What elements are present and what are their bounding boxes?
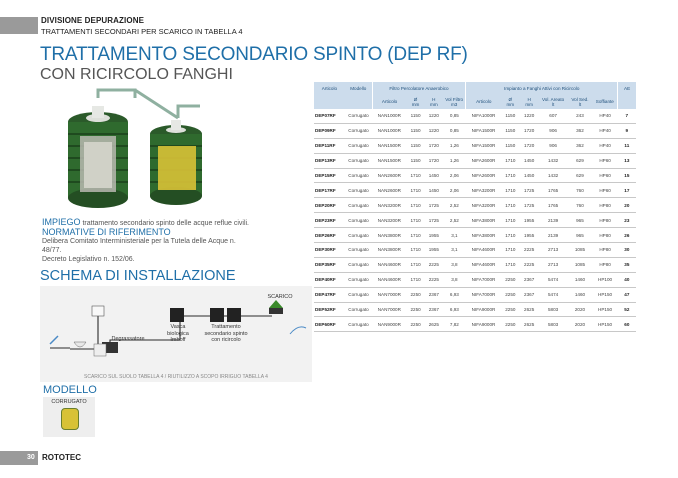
cell: Corrugato <box>345 109 372 123</box>
cell: Corrugato <box>345 257 372 272</box>
cell: 2020 <box>567 302 592 317</box>
cell: 2250 <box>501 287 519 302</box>
degrassatore-label: Degrassatore <box>111 336 145 342</box>
brand-name: ROTOTEC <box>42 453 81 462</box>
table-group-header-row <box>314 82 636 95</box>
cell: NIFA3800R <box>466 228 501 243</box>
cell: 1710 <box>406 272 424 287</box>
cell: 1432 <box>539 168 568 183</box>
cell: 362 <box>567 138 592 153</box>
cell: HP150 <box>593 287 618 302</box>
cell-articolo: DEP26RF <box>314 228 345 243</box>
cell: HP40 <box>593 123 618 138</box>
sub-header-cell: Vol. Areato lt <box>539 95 568 109</box>
cell: Corrugato <box>345 138 372 153</box>
cell-ae: 7 <box>618 109 636 123</box>
empty-header-cell <box>314 95 345 109</box>
cell: 5474 <box>539 272 568 287</box>
cell-articolo: DEP09RF <box>314 123 345 138</box>
cell: Corrugato <box>345 198 372 213</box>
cell: 2367 <box>425 287 443 302</box>
col-header-modello: Modello <box>345 82 372 95</box>
cell: 2625 <box>519 302 538 317</box>
cell: NIFA3200R <box>466 183 501 198</box>
cell: 2250 <box>501 317 519 332</box>
modello-title: MODELLO <box>43 384 97 396</box>
cell: 1085 <box>567 243 592 258</box>
table-body <box>314 109 636 332</box>
normative-line: Decreto Legislativo n. 152/06. <box>42 256 135 263</box>
cell: 1710 <box>406 257 424 272</box>
cell: NIFA1000R <box>466 109 501 123</box>
cell: 1450 <box>519 168 538 183</box>
cell-ae: 20 <box>618 198 636 213</box>
cell: 2250 <box>501 272 519 287</box>
cell-articolo: DEP60RF <box>314 317 345 332</box>
cell: NIFA2600R <box>466 153 501 168</box>
cell: 1710 <box>406 243 424 258</box>
cell: 2020 <box>567 317 592 332</box>
cell: 3,1 <box>443 228 466 243</box>
cell: HP80 <box>593 228 618 243</box>
cell: 629 <box>567 168 592 183</box>
cell: 0,85 <box>443 123 466 138</box>
cell: 1955 <box>425 228 443 243</box>
cell-articolo: DEP30RF <box>314 243 345 258</box>
cell: 1725 <box>519 183 538 198</box>
cell-ae: 26 <box>618 228 636 243</box>
cell: HP80 <box>593 198 618 213</box>
table-row <box>314 243 636 258</box>
sub-header-cell: Articolo <box>466 95 501 109</box>
table-row <box>314 272 636 287</box>
cell: 1710 <box>501 198 519 213</box>
table-row <box>314 317 636 332</box>
cell-articolo: DEP20RF <box>314 198 345 213</box>
cell: Corrugato <box>345 317 372 332</box>
cell: NIFA9000R <box>466 302 501 317</box>
table-row <box>314 198 636 213</box>
cell: 1710 <box>406 198 424 213</box>
sub-header-cell: Ø mm <box>406 95 424 109</box>
cell: HP60 <box>593 168 618 183</box>
cell: NAN9000R <box>372 317 406 332</box>
cell: 2250 <box>501 302 519 317</box>
cell: 1150 <box>406 123 424 138</box>
table-row <box>314 183 636 198</box>
impiego-heading: IMPIEGO <box>42 217 81 227</box>
cell: 1460 <box>567 272 592 287</box>
cell: 2713 <box>539 257 568 272</box>
cell: 1150 <box>501 109 519 123</box>
cell: 2225 <box>519 243 538 258</box>
cell: 1955 <box>519 213 538 228</box>
cell: 1220 <box>425 123 443 138</box>
cell: HP80 <box>593 243 618 258</box>
cell: HP60 <box>593 153 618 168</box>
cell: 1710 <box>406 228 424 243</box>
cell: 2367 <box>425 302 443 317</box>
cell: HP150 <box>593 302 618 317</box>
cell: NIFA2600R <box>466 168 501 183</box>
cell: 1220 <box>425 109 443 123</box>
cell: NAN1000R <box>372 123 406 138</box>
table-row <box>314 257 636 272</box>
cell-ae: 23 <box>618 213 636 228</box>
cell-ae: 30 <box>618 243 636 258</box>
cell: Corrugato <box>345 228 372 243</box>
cell: NAN7000R <box>372 302 406 317</box>
cell: Corrugato <box>345 302 372 317</box>
table-row <box>314 168 636 183</box>
product-render-image <box>40 86 310 216</box>
cell: 2225 <box>519 257 538 272</box>
cell: 1955 <box>519 228 538 243</box>
page-subtitle: CON RICIRCOLO FANGHI <box>40 66 233 83</box>
cell: 1150 <box>406 153 424 168</box>
table-row <box>314 138 636 153</box>
table-row <box>314 123 636 138</box>
cell: 1220 <box>519 109 538 123</box>
cell: HP80 <box>593 257 618 272</box>
cell: NIFA7000R <box>466 287 501 302</box>
cell: 1710 <box>501 228 519 243</box>
cell: NAN3200R <box>372 213 406 228</box>
info-block <box>42 218 310 264</box>
cell: 906 <box>539 138 568 153</box>
schema-caption: SCARICO SUL SUOLO TABELLA 4 / RIUTILIZZO A SCOPO IRRIGUO TABELLA 4 <box>84 374 268 380</box>
table-row <box>314 302 636 317</box>
sub-header-cell: Articolo <box>372 95 406 109</box>
cell: Corrugato <box>345 123 372 138</box>
cell: 629 <box>567 153 592 168</box>
cell: 1150 <box>406 109 424 123</box>
sub-header-cell: Soffiante <box>593 95 618 109</box>
cell: 1765 <box>539 183 568 198</box>
normative-line: Delibera Comitato Interministeriale per la Tutela delle Acque n. <box>42 238 236 245</box>
cell: 1150 <box>501 138 519 153</box>
cell-ae: 60 <box>618 317 636 332</box>
normative-line: 48/77. <box>42 247 62 254</box>
cell: Corrugato <box>345 287 372 302</box>
cell: 6,93 <box>443 302 466 317</box>
empty-header-cell <box>618 95 636 109</box>
table-row <box>314 109 636 123</box>
cell: 1710 <box>501 153 519 168</box>
cell: 2,06 <box>443 183 466 198</box>
cell: NAN1500R <box>372 138 406 153</box>
vasca-label: Vasca biologica Imhoff <box>167 324 189 343</box>
cell-ae: 40 <box>618 272 636 287</box>
trattamento-label: Trattamento secondario spinto con ricircolo <box>204 324 248 343</box>
cell: 1720 <box>425 153 443 168</box>
cell-ae: 11 <box>618 138 636 153</box>
cell: 1085 <box>567 257 592 272</box>
cell: 3,8 <box>443 257 466 272</box>
spec-table-wrapper <box>314 82 636 332</box>
cell: NIFA4600R <box>466 243 501 258</box>
cell: 1725 <box>519 198 538 213</box>
table-row <box>314 287 636 302</box>
cell: NAN1000R <box>372 109 406 123</box>
empty-header-cell <box>345 95 372 109</box>
sub-header-cell: H mm <box>425 95 443 109</box>
cell: 1,26 <box>443 153 466 168</box>
cell: NAN3800R <box>372 243 406 258</box>
cell-articolo: DEP40RF <box>314 272 345 287</box>
cell: 1725 <box>425 198 443 213</box>
cell: 243 <box>567 109 592 123</box>
cell: 965 <box>567 228 592 243</box>
cell: Corrugato <box>345 243 372 258</box>
cell-articolo: DEP07RF <box>314 109 345 123</box>
cell: Corrugato <box>345 153 372 168</box>
cell: Corrugato <box>345 168 372 183</box>
cell-articolo: DEP47RF <box>314 287 345 302</box>
cell: 2250 <box>406 287 424 302</box>
col-group-filtro: Filtro Percolatore Anaerobico <box>372 82 466 95</box>
cell: HP150 <box>593 317 618 332</box>
cell: 607 <box>539 109 568 123</box>
cell: NIFA7000R <box>466 272 501 287</box>
modello-box <box>43 397 95 437</box>
cell: 2225 <box>425 272 443 287</box>
cell: 3,8 <box>443 272 466 287</box>
cell: NAN7000R <box>372 287 406 302</box>
cell: 2625 <box>519 317 538 332</box>
table-row <box>314 213 636 228</box>
cell: 1765 <box>539 198 568 213</box>
installation-schema <box>40 286 312 382</box>
cell: 0,85 <box>443 109 466 123</box>
sub-header-cell: Ø mm <box>501 95 519 109</box>
cell: 2,52 <box>443 213 466 228</box>
cell: NIFA1500R <box>466 123 501 138</box>
cell-articolo: DEP11RF <box>314 138 345 153</box>
cell: 1150 <box>501 123 519 138</box>
col-header-ae: AE <box>618 82 636 95</box>
cell: HP40 <box>593 109 618 123</box>
cell: HP80 <box>593 213 618 228</box>
col-group-impianto: Impianto a Fanghi Attivi con Ricircolo <box>466 82 618 95</box>
table-row <box>314 153 636 168</box>
cell-ae: 15 <box>618 168 636 183</box>
page-number: 30 <box>27 454 35 461</box>
cell: 1710 <box>501 243 519 258</box>
cell: 1710 <box>501 168 519 183</box>
cell: HP60 <box>593 183 618 198</box>
impiego-text: trattamento secondario spinto delle acque reflue civili. <box>82 220 250 227</box>
cell-articolo: DEP52RF <box>314 302 345 317</box>
sub-header-cell: Vol Sed. lt <box>567 95 592 109</box>
cell: NIFA1500R <box>466 138 501 153</box>
cell: NIFA9000R <box>466 317 501 332</box>
cell: Corrugato <box>345 183 372 198</box>
cell: 362 <box>567 123 592 138</box>
schema-title: SCHEMA DI INSTALLAZIONE <box>40 268 236 284</box>
spec-table <box>314 82 636 332</box>
cell-articolo: DEP15RF <box>314 168 345 183</box>
table-sub-header-row <box>314 95 636 109</box>
cell: 1710 <box>501 213 519 228</box>
cell: 5474 <box>539 287 568 302</box>
cell: 1710 <box>406 183 424 198</box>
cell: 1710 <box>406 168 424 183</box>
normative-heading: NORMATIVE DI RIFERIMENTO <box>42 227 171 237</box>
sub-header-cell: H mm <box>519 95 538 109</box>
cell: 906 <box>539 123 568 138</box>
cell-ae: 47 <box>618 287 636 302</box>
cell-articolo: DEP35RF <box>314 257 345 272</box>
cell: 7,82 <box>443 317 466 332</box>
cell: NIFA3200R <box>466 198 501 213</box>
cell: 1450 <box>425 168 443 183</box>
cell: NAN3800R <box>372 228 406 243</box>
cell: 1720 <box>519 123 538 138</box>
division-label: DIVISIONE DEPURAZIONE <box>41 16 145 25</box>
cell: 2367 <box>519 287 538 302</box>
cell-ae: 13 <box>618 153 636 168</box>
cell: HP40 <box>593 138 618 153</box>
subdivision-label: TRATTAMENTI SECONDARI PER SCARICO IN TABELLA 4 <box>41 27 243 36</box>
cell: 760 <box>567 183 592 198</box>
cell: 1955 <box>425 243 443 258</box>
cell: NAN4600R <box>372 272 406 287</box>
modello-label: CORRUGATO <box>51 399 87 405</box>
cell: 2250 <box>406 302 424 317</box>
cell: 1725 <box>425 213 443 228</box>
cell: 1720 <box>519 138 538 153</box>
cell: 965 <box>567 213 592 228</box>
cell: 2,52 <box>443 198 466 213</box>
sub-header-cell: Vol Filtro m3 <box>443 95 466 109</box>
header-gray-bar <box>0 17 38 34</box>
cell: NAN2600R <box>372 168 406 183</box>
cell: 1450 <box>519 153 538 168</box>
cell: 1450 <box>425 183 443 198</box>
cell: 1150 <box>406 138 424 153</box>
cell: 2625 <box>425 317 443 332</box>
cell-articolo: DEP13RF <box>314 153 345 168</box>
cell: 760 <box>567 198 592 213</box>
cell: 2250 <box>406 317 424 332</box>
cell: NAN1500R <box>372 153 406 168</box>
cell-ae: 9 <box>618 123 636 138</box>
col-header-articolo: Articolo <box>314 82 345 95</box>
cell-ae: 52 <box>618 302 636 317</box>
cell-ae: 35 <box>618 257 636 272</box>
cell: 5803 <box>539 302 568 317</box>
cell: NIFA4600R <box>466 257 501 272</box>
page-title: TRATTAMENTO SECONDARIO SPINTO (DEP RF) <box>40 44 468 65</box>
scarico-label: SCARICO <box>267 294 293 300</box>
cell: 2713 <box>539 243 568 258</box>
cell: NAN2600R <box>372 183 406 198</box>
corrugato-tank-image <box>61 408 79 430</box>
cell: 1460 <box>567 287 592 302</box>
cell: NIFA3800R <box>466 213 501 228</box>
cell: NAN3200R <box>372 198 406 213</box>
cell: Corrugato <box>345 272 372 287</box>
cell-ae: 17 <box>618 183 636 198</box>
cell: 1710 <box>501 183 519 198</box>
cell: 1720 <box>425 138 443 153</box>
cell: 6,93 <box>443 287 466 302</box>
table-row <box>314 228 636 243</box>
cell-articolo: DEP23RF <box>314 213 345 228</box>
cell: 1,26 <box>443 138 466 153</box>
cell: 2139 <box>539 213 568 228</box>
cell-articolo: DEP17RF <box>314 183 345 198</box>
cell: 2367 <box>519 272 538 287</box>
cell: HP100 <box>593 272 618 287</box>
cell: 1432 <box>539 153 568 168</box>
cell: Corrugato <box>345 213 372 228</box>
cell: 2139 <box>539 228 568 243</box>
cell: 3,1 <box>443 243 466 258</box>
cell: 2,06 <box>443 168 466 183</box>
cell: 5803 <box>539 317 568 332</box>
cell: 1710 <box>406 213 424 228</box>
cell: NAN4600R <box>372 257 406 272</box>
cell: 1710 <box>501 257 519 272</box>
cell: 2225 <box>425 257 443 272</box>
